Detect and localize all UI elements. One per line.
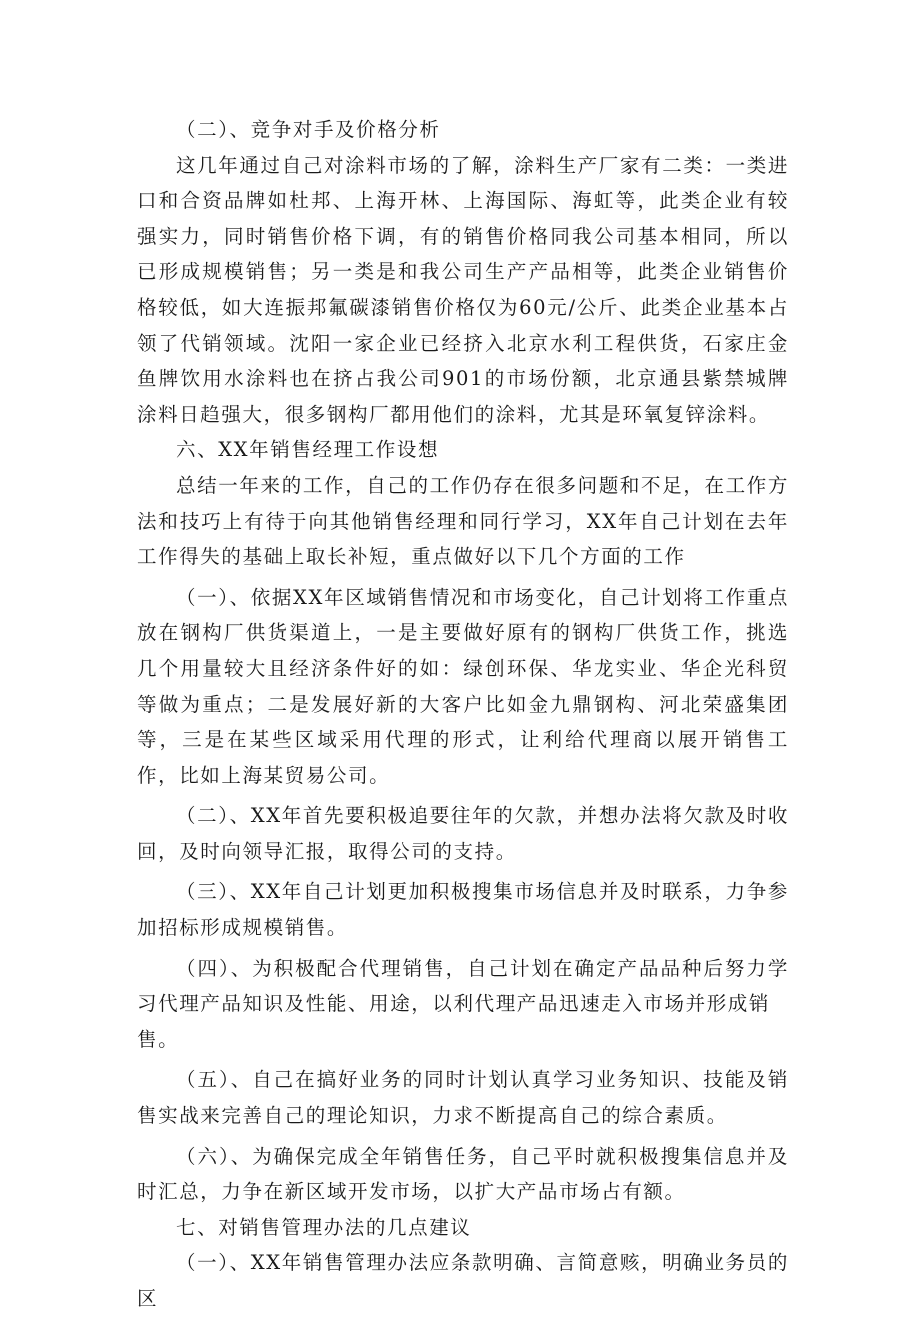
plan-item-2: （二）、XX年首先要积极追要往年的欠款，并想办法将欠款及时收回，及时向领导汇报，取得公司的支持。 [137,804,789,863]
plan-item-3: （三）、XX年自己计划更加积极搜集市场信息并及时联系，力争参加招标形成规模销售。 [137,880,789,940]
plan-item-4-text: （四）、为积极配合代理销售，自己计划在确定产品品种后努力学习代理产品知识及性能、用途，以利代理产品迅速走入市场并形成销 [137,956,789,1016]
plan-item-6: （六）、为确保完成全年销售任务，自己平时就积极搜集信息并及时汇总，力争在新区域开发市场，以扩大产品市场占有额。 [137,1144,789,1204]
plan-item-4 [137,951,789,1058]
document-body [137,112,789,1317]
plan-item-1: （一）、依据XX年区域销售情况和市场变化，自己计划将工作重点放在钢构厂供货渠道上，一是主要做好原有的钢构厂供货工作，挑选几个用量较大且经济条件好的如：绿创环保、华龙实业、华企光科贸等做为重点；二是发展好新的大客户比如金九鼎钢构、河北荣盛集团等，三是在某些区域采用代理的形式，让利给代理商以展开销售工作，比如上海某贸易公司。 [137,585,789,787]
suggestion-item-1: （一）、XX年销售管理办法应条款明确、言简意赅，明确业务员的区 [137,1251,789,1310]
section-heading-suggestions: 七、对销售管理办法的几点建议 [176,1215,472,1239]
section-heading-competition: （二）、竞争对手及价格分析 [176,118,441,141]
plan-item-4-tail: 售。 [137,1027,180,1051]
paragraph-summary: 总结一年来的工作，自己的工作仍存在很多问题和不足，在工作方法和技巧上有待于向其他销售经理和同行学习，XX年自己计划在去年工作得失的基础上取长补短，重点做好以下几个方面的工作 [137,473,789,569]
paragraph-competition: 这几年通过自己对涂料市场的了解，涂料生产厂家有二类：一类进口和合资品牌如杜邦、上海开林、上海国际、海虹等，此类企业有较强实力，同时销售价格下调，有的销售价格同我公司基本相同，所以已形成规模销售；另一类是和我公司生产产品相等，此类企业销售价格较低，如大连振邦氟碳漆销售价格仅为60元/公斤、此类企业基本占领了代销领域。沈阳一家企业已经挤入北京水利工程供货，石家庄金鱼牌饮用水涂料也在挤占我公司901的市场份额，北京通县紫禁城牌涂料日趋强大，很多钢构厂都用他们的涂料，尤其是环氧复锌涂料。 [137,153,789,426]
plan-item-5: （五）、自己在搞好业务的同时计划认真学习业务知识、技能及销售实战来完善自己的理论知识，力求不断提高自己的综合素质。 [137,1068,789,1128]
section-heading-plan: 六、XX年销售经理工作设想 [176,438,440,462]
